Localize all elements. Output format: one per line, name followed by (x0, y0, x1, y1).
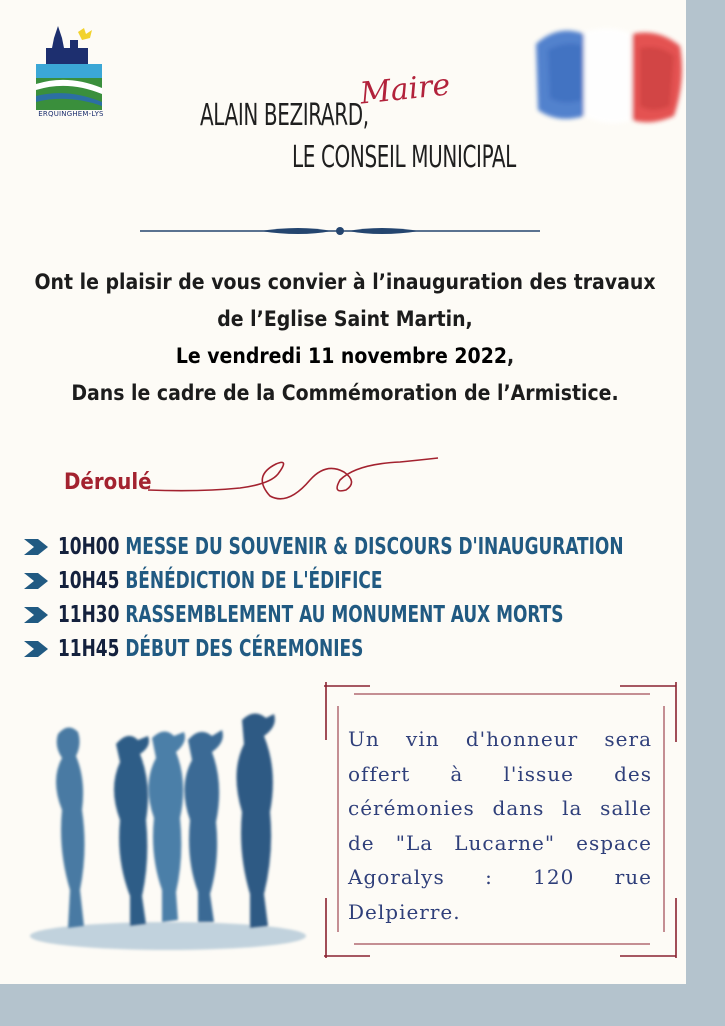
schedule-heading: Déroulé (64, 470, 152, 495)
council-title: LE CONSEIL MUNICIPAL (292, 140, 516, 175)
chevron-right-icon (22, 639, 58, 659)
chevron-right-icon (22, 605, 58, 625)
schedule-time: 11H45 (58, 636, 120, 662)
invitation-date: Le vendredi 11 novembre 2022 (175, 344, 507, 368)
invitation-line-4: Dans le cadre de la Commémoration de l’Armistice. (71, 381, 619, 405)
schedule-label: MESSE DU SOUVENIR & DISCOURS D'INAUGURATION (125, 534, 624, 560)
schedule-list (22, 530, 672, 666)
invitation-text (10, 264, 680, 412)
schedule-item (22, 598, 672, 632)
schedule-item (22, 530, 672, 564)
mayor-title: Maire (358, 67, 452, 112)
chevron-right-icon (22, 571, 58, 591)
reception-text: Un vin d'honneur sera offert à l'issue des cérémonies dans la salle de "La Lucarne" espace Agoralys : 120 rue Delpierre. (348, 727, 652, 924)
chevron-right-icon (22, 537, 58, 557)
schedule-label: BÉNÉDICTION DE L'ÉDIFICE (125, 568, 383, 594)
invitation-date-line (10, 338, 680, 375)
french-flag-watercolor (528, 20, 688, 132)
schedule-item (22, 564, 672, 598)
mayor-name: ALAIN BEZIRARD, (200, 98, 369, 133)
invitation-line-1: Ont le plaisir de vous convier à l’inauguration des travaux (34, 270, 656, 294)
invitation-date-suffix: , (507, 344, 515, 368)
saluting-soldiers-illustration (28, 700, 308, 960)
schedule-label: DÉBUT DES CÉREMONIES (125, 636, 364, 662)
schedule-time: 11H30 (58, 602, 120, 628)
decorative-swirl (140, 450, 440, 510)
schedule-time: 10H00 (58, 534, 120, 560)
invitation-line-2: de l’Eglise Saint Martin, (217, 307, 473, 331)
schedule-label: RASSEMBLEMENT AU MONUMENT AUX MORTS (125, 602, 564, 628)
logo-caption: ERQUINGHEM-LYS (38, 110, 104, 118)
ornamental-divider (140, 222, 540, 240)
schedule-item (22, 632, 672, 666)
schedule-time: 10H45 (58, 568, 120, 594)
town-logo-icon (34, 18, 108, 118)
